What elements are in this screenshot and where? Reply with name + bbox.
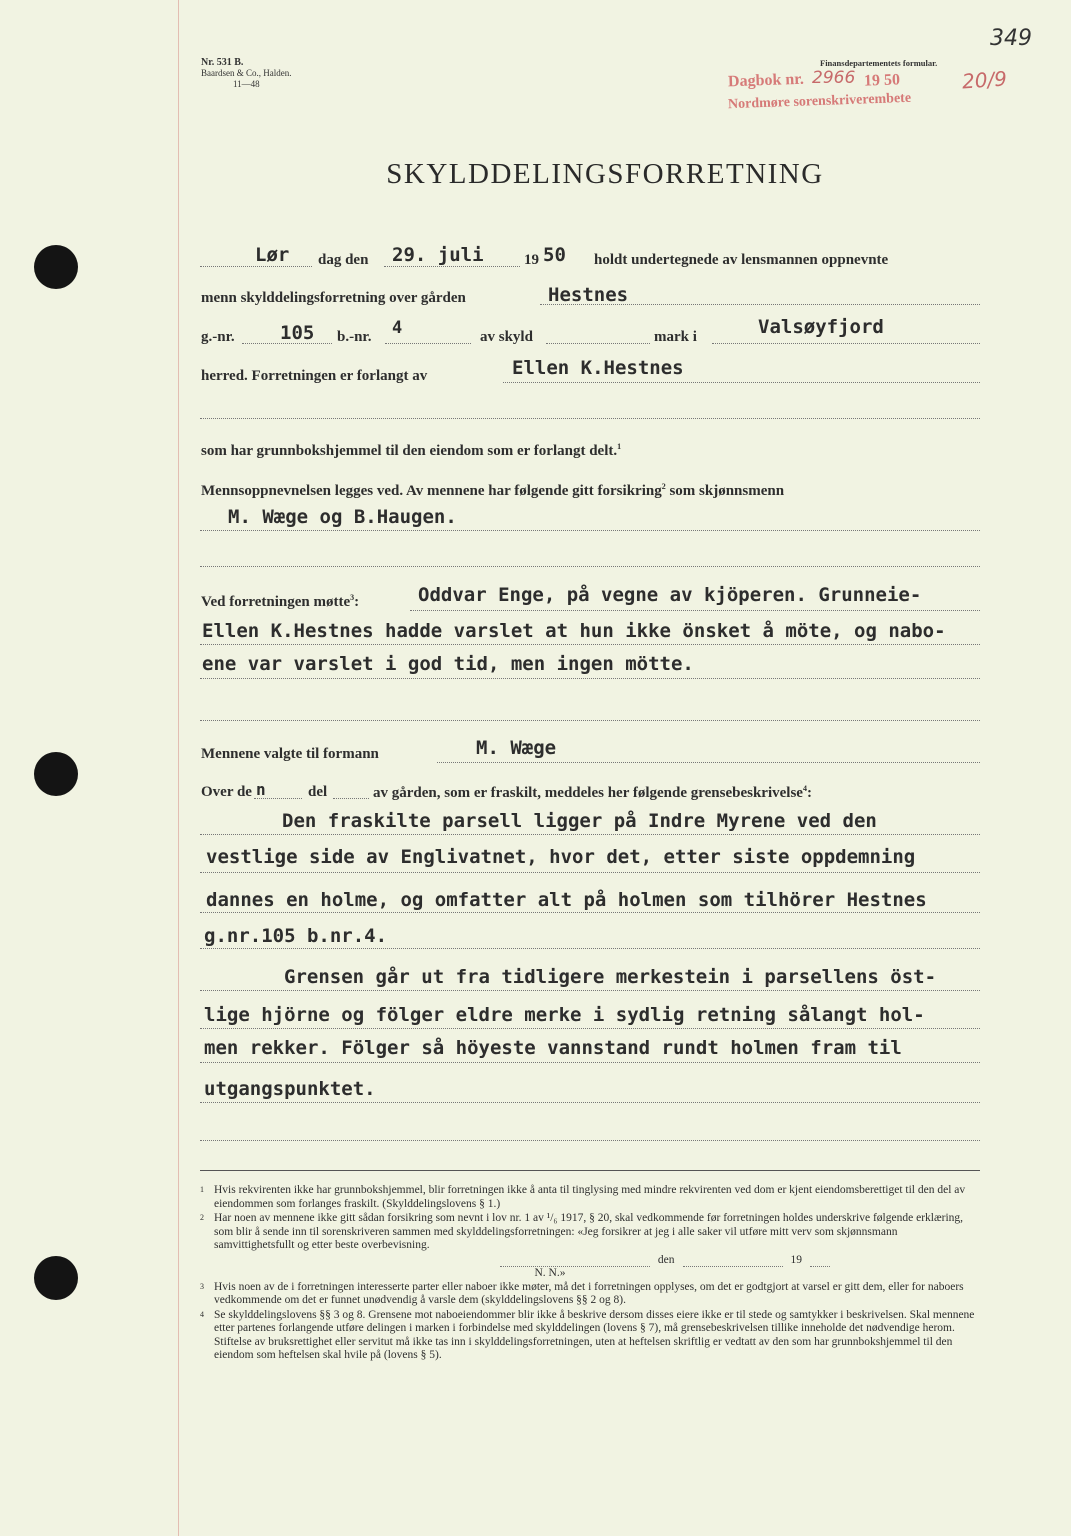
fill-line [546,343,650,344]
fill-line [200,418,980,419]
fill-line [200,1062,980,1063]
attended-text-1: Oddvar Enge, på vegne av kjöperen. Grunneie- [418,584,922,606]
diary-stamp-office: Nordmøre sorenskriverembete [727,90,912,113]
fill-line [200,1140,980,1141]
punch-hole [34,245,78,289]
gnr-value: 105 [280,322,315,344]
fill-line [333,798,369,799]
fill-line [200,834,980,835]
fill-line [200,720,980,721]
assessors-value: M. Wæge og B.Haugen. [228,506,457,528]
stamp-number: 2966 [812,68,856,88]
print-date: 11—48 [233,79,260,89]
stamp-label: Dagbok nr. [727,70,805,91]
skyld-label: av skyld [480,329,533,345]
fill-line [200,948,980,949]
requested-by-label: herred. Forretningen er forlangt av [201,368,428,384]
chairman-value: M. Wæge [476,737,557,759]
boundary-intro: av gården, som er fraskilt, meddeles her følgende grensebeskrivelse$^4$: [373,784,812,801]
printer-name: Baardsen & Co., Halden. [201,68,292,78]
farm-value: Hestnes [548,284,629,306]
grunnbok-text: som har grunnbokshjemmel til den eiendom som er forlangt delt.$^1$ [201,442,622,459]
fill-line [410,610,980,611]
bnr-label: b.-nr. [337,329,372,345]
boundary-line-7: men rekker. Fölger så höyeste vannstand rundt holmen fram til [204,1037,902,1059]
stamp-year: 19 50 [863,71,901,90]
boundary-line-6: lige hjörne og fölger eldre merke i sydlig retning sålangt hol- [204,1004,925,1026]
requester-value: Ellen K.Hestnes [512,357,684,379]
del-label: del [308,784,328,800]
fill-line [200,990,980,991]
fill-line [200,1102,980,1103]
boundary-line-2: vestlige side av Englivatnet, hvor det, etter siste oppdemning [206,846,916,868]
diary-stamp-line1 [728,71,804,92]
attended-label: Ved forretningen møtte$^3$: [201,593,360,610]
year-value: 50 [543,244,566,266]
fill-line [254,798,302,799]
footnote-rule [200,1170,980,1171]
appointment-text: Mennsoppnevnelsen legges ved. Av mennene har følgende gitt forsikring$^2$ som skjønnsmenn [201,482,785,499]
footnote: 3 Hvis noen av de i forretningen interesserte parter eller naboer ikke møter, må det i forretningen opplyses, om det er godtgjort at varsel er gitt dem, eller for naboers vedkommende om det er funnet unødvendig å varsle dem (skylddelingslovens §§ 2 og 8). [200,1280,964,1306]
herred-value: Valsøyfjord [758,316,884,338]
bnr-value: 4 [392,318,403,338]
document-title: SKYLDDELINGSFORRETNING [386,158,824,190]
punch-hole [34,1256,78,1300]
gnr-label: g.-nr. [201,329,235,345]
fill-line [384,266,520,267]
fill-line [200,644,980,645]
fill-line [712,343,980,344]
punch-hole [34,752,78,796]
dag-den-label: dag den [318,252,369,268]
chairman-label: Mennene valgte til formann [201,746,379,762]
fill-line [385,343,471,344]
fill-line [200,530,980,531]
date-value: 29. juli [392,244,484,266]
attended-text-2: Ellen K.Hestnes hadde varslet at hun ikke önsket å möte, og nabo- [202,620,946,642]
footnotes [200,1184,980,1364]
fill-line [200,566,980,567]
boundary-line-8: utgangspunktet. [204,1078,376,1100]
form-number: Nr. 531 B. [201,57,244,68]
boundary-line-5: Grensen går ut fra tidligere merkestein i parsellens öst- [284,966,937,988]
page-number: 349 [990,26,1032,51]
fill-line [200,912,980,913]
signature-line: den 19 [200,1254,980,1268]
boundary-line-1: Den fraskilte parsell ligger på Indre Myrene ved den [282,810,877,832]
footnote: 4 Se skylddelingslovens §§ 3 og 8. Grensene mot naboeiendommer blir ikke å beskrive dersom disses eiere ikke er til stede og samtykker i beskrivelsen. Skal mennene etter partenes forlangende utføre delingen i marken i forbindelse med skylddelingen (lovens § 7), må grensebeskrivelsen tillike inneholde det nødvendige herom. Stiftelse av bruksrettighet eller servitut må ikke tas inn i skylddelingsforretningen, uten at heftelsen skriftlig er vedtatt av den som har grunnbokshjemmel til den eiendom som heftelsen skal hvile på (lovens § 5). [200,1308,975,1361]
fill-line [200,1028,980,1029]
weekday-value: Lør [255,244,290,266]
year-prefix: 19 [524,252,539,268]
attended-text-3: ene var varslet i god tid, men ingen mötte. [202,653,694,675]
boundary-line-3: dannes en holme, og omfatter alt på holmen som tilhörer Hestnes [206,889,927,911]
footnote: 1 Hvis rekvirenten ikke har grunnbokshjemmel, blir forretningen ikke å anta til tinglysing med mindre rekvirenten ved dom er kjent eiendomsberettiget til den del av eiendommen som forlanges fraskilt. (Skylddelingslovens § 1.) [200,1184,966,1210]
mark-label: mark i [654,329,697,345]
fill-line [503,382,980,383]
footnote: 2 Har noen av mennene ikke gitt sådan forsikring som nevnt i lov nr. 1 av ¹/₆ 1917, § 20, skal vedkommende før forretningen holdes underskrive følgende erklæring, som blir å sende inn til sorenskriveren sammen med skylddelingsforretningen: «Jeg forsikrer at jeg i alle saker vil utføre mitt verv som skjønnsmann samvittighetsfullt og etter beste overbevisning. [200,1212,964,1251]
fill-line [200,872,980,873]
line2-text: menn skylddelingsforretning over gården [201,290,466,306]
fill-line [437,762,980,763]
signature-nn: N. N.» [534,1267,566,1279]
form-header [201,57,381,90]
boundary-line-4: g.nr.105 b.nr.4. [204,925,388,947]
over-suffix: n [256,780,266,799]
fill-line [200,266,312,267]
intro-text: holdt undertegnede av lensmannen oppnevnte [594,252,889,268]
fill-line [200,678,980,679]
over-label: Over de [201,784,252,800]
stamp-date: 20/9 [961,66,1008,94]
margin-line [178,0,179,1536]
form-issuer: Finansdepartementets formular. [820,58,938,68]
